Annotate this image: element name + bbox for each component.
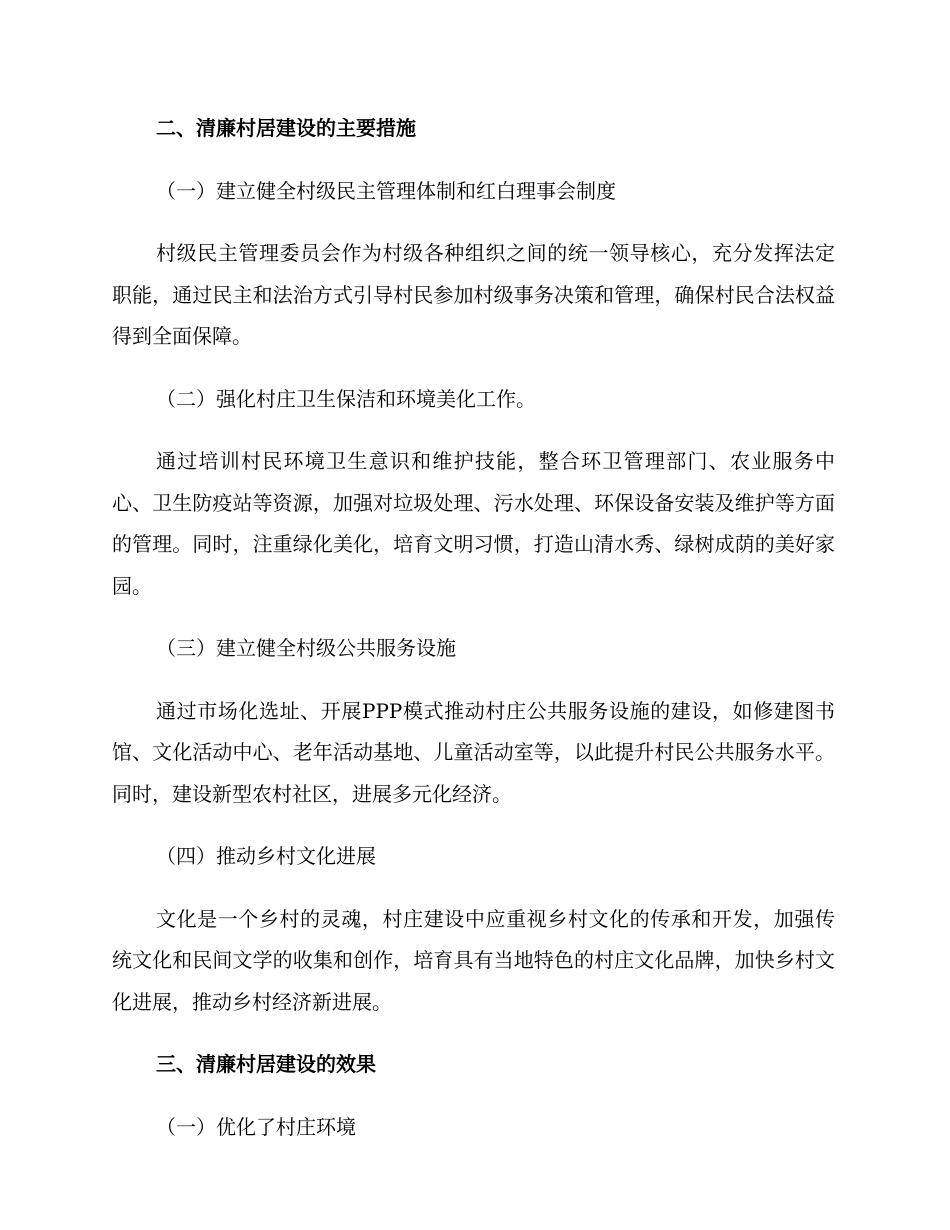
paragraph: 通过培训村民环境卫生意识和维护技能，整合环卫管理部门、农业服务中心、卫生防疫站等资源，加强对垃圾处理、污水处理、环保设备安装及维护等方面的管理。同时，注重绿化美化，培育文明习惯，打造山清水秀、绿树成荫的美好家园。 (112, 449, 835, 598)
subsection-heading: （四）推动乡村文化进展 (156, 844, 376, 868)
section-heading: 三、清廉村居建设的效果 (156, 1052, 376, 1076)
paragraph: 文化是一个乡村的灵魂，村庄建设中应重视乡村文化的传承和开发，加强传统文化和民间文学的收集和创作，培育具有当地特色的村庄文化品牌，加快乡村文化进展，推动乡村经济新进展。 (112, 906, 835, 1014)
subsection-heading: （三）建立健全村级公共服务设施 (156, 636, 456, 660)
subsection-heading: （二）强化村庄卫生保洁和环境美化工作。 (156, 386, 536, 411)
section-heading: 二、清廉村居建设的主要措施 (156, 116, 416, 140)
paragraph: 村级民主管理委员会作为村级各种组织之间的统一领导核心，充分发挥法定职能，通过民主和法治方式引导村民参加村级事务决策和管理，确保村民合法权益得到全面保障。 (112, 241, 835, 348)
subsection-heading: （一）建立健全村级民主管理体制和红白理事会制度 (156, 178, 616, 203)
paragraph: 通过市场化选址、开展PPP模式推动村庄公共服务设施的建设，如修建图书馆、文化活动中心、老年活动基地、儿童活动室等，以此提升村民公共服务水平。同时，建设新型农村社区，进展多元化经济。 (112, 698, 835, 806)
subsection-heading: （一）优化了村庄环境 (156, 1114, 356, 1139)
